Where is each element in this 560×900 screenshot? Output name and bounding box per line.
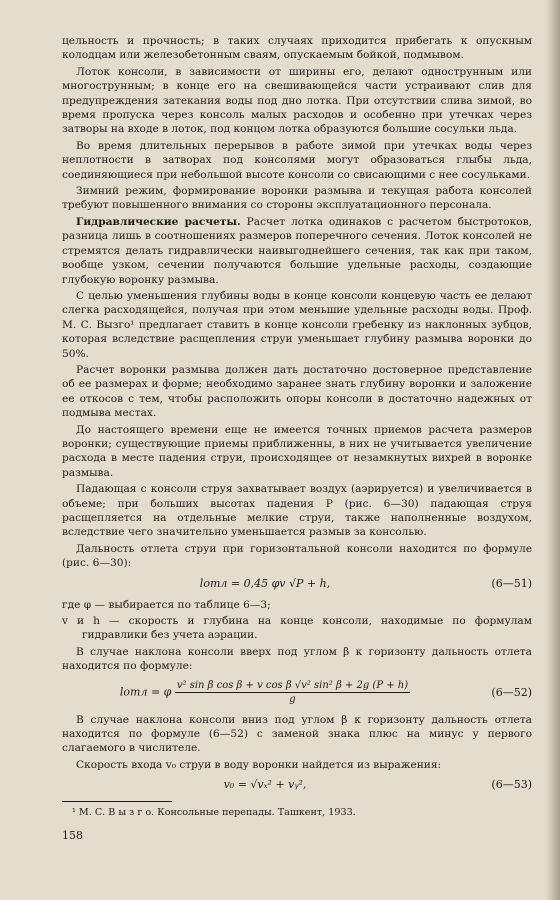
definition-v-h: v и h — скорость и глубина на конце консоли, находимые по формулам гидравлики без учета аэрации. (62, 615, 532, 642)
paragraph-8: До настоящего времени еще не имеется точных приемов расчета размеров воронки; существующие приемы приближенны, в них не учитывается увеличение расхода в месте падения струи, происходящее от незамкнутых вихрей в воронке размыва. (62, 423, 532, 479)
formula-6-52-lhs: lотл = φ (119, 685, 172, 699)
paragraph-6: С целью уменьшения глубины воды в конце консоли концевую часть ее делают слегка расходящейся, получая при этом меньшие удельные расходы воды. Проф. М. С. Вызго¹ предлагает ставить в конце консоли гребенку из наклонных зубцов, которая вследствие расщепления струи уменьшает глубину размыва воронки до 50%. (62, 289, 532, 360)
paragraph-incline-up: В случае наклона консоли вверх под углом β к горизонту дальность отлета находится по формуле: (62, 645, 532, 673)
page-number: 158 (62, 829, 83, 843)
definition-phi: где φ — выбирается по таблице 6—3; (62, 598, 271, 611)
formula-6-52-expression (62, 680, 468, 705)
formula-6-52-fraction (175, 680, 410, 705)
formula-6-53-number: (6—53) (491, 778, 532, 792)
hydraulic-heading: Гидравлические расчеты. (76, 215, 241, 228)
paragraph-1: цельность и прочность; в таких случаях приходится прибегать к опускным колодцам или железобетонным сваям, опускаемым бойкой, подмывом. (62, 35, 532, 62)
paragraph-9: Падающая с консоли струя захватывает воздух (аэрируется) и увеличивается в объеме; при больших высотах падения P (рис. 6—30) падающая струя расщепляется на отдельные мелкие струи, также наполненные воздухом, вследствие чего значительно уменьшается размыв за консолью. (62, 483, 532, 539)
paragraph-10: Дальность отлета струи при горизонтальной консоли находится по формуле (рис. 6—30): (62, 542, 532, 570)
paragraph-velocity: Скорость входа v₀ струи в воду воронки найдется из выражения: (76, 758, 442, 771)
footnote-rule (62, 801, 172, 802)
paragraph-7: Расчет воронки размыва должен дать достаточно достоверное представление об ее размерах и форме; необходимо заранее знать глубину воронки и заложение ее откосов с тем, чтобы расположить опоры консоли в достаточно надежных от подмыва местах. (62, 363, 532, 420)
formula-6-51 (62, 577, 532, 590)
formula-6-52 (62, 680, 532, 705)
paragraph-incline-down: В случае наклона консоли вниз под углом β к горизонту дальность отлета находится по формуле (6—52) с заменой знака плюс на минус у первого слагаемого в числителе. (62, 713, 532, 755)
hydraulic-paragraph (62, 215, 532, 287)
paragraph-3: Во время длительных перерывов в работе зимой при утечках воды через неплотности в затворах под консолями могут образоваться глыбы льда, соединяющиеся при небольшой высоте консоли со свисающими с нее сосульками. (62, 139, 532, 181)
formula-6-52-number: (6—52) (491, 685, 532, 699)
formula-6-51-expression: lотл = 0,45 φv √P + h, (199, 576, 331, 590)
page-edge-shadow (546, 0, 560, 900)
formula-6-51-number: (6—51) (491, 576, 532, 590)
footnote: ¹ М. С. В ы з г о. Консольные перепады. Ташкент, 1933. (72, 807, 356, 819)
paragraph-2: Лоток консоли, в зависимости от ширины его, делают однострунным или многострунным; в конце его на свешивающейся части устраивают слив для предупреждения затекания воды под дно лотка. При отсутствии слива зимой, во время пропуска через консоль малых расходов и особенно при утечках через затворы на входе в лоток, под концом лотка образуются большие сосульки льда. (62, 65, 532, 136)
formula-6-53-expression: v₀ = √vₓ² + vᵧ², (223, 778, 307, 792)
hydraulic-text: Расчет лотка одинаков с расчетом быстротоков, разница лишь в соотношениях размеров поперечного сечения. Лоток консолей не стремятся делать гидравлически наивыгоднейшего сечения, так как при таком, вообще узком, сечении получаются большие удельные расходы, создающие глубокую воронку размыва. (62, 215, 532, 286)
paragraph-4: Зимний режим, формирование воронки размыва и текущая работа консолей требуют повышенного внимания со стороны эксплуатационного персонала. (62, 185, 532, 212)
formula-6-52-denominator: g (289, 693, 296, 705)
formula-6-52-numerator: v² sin β cos β + v cos β √v² sin² β + 2g (P + h) (176, 679, 409, 691)
formula-6-53 (62, 778, 532, 791)
